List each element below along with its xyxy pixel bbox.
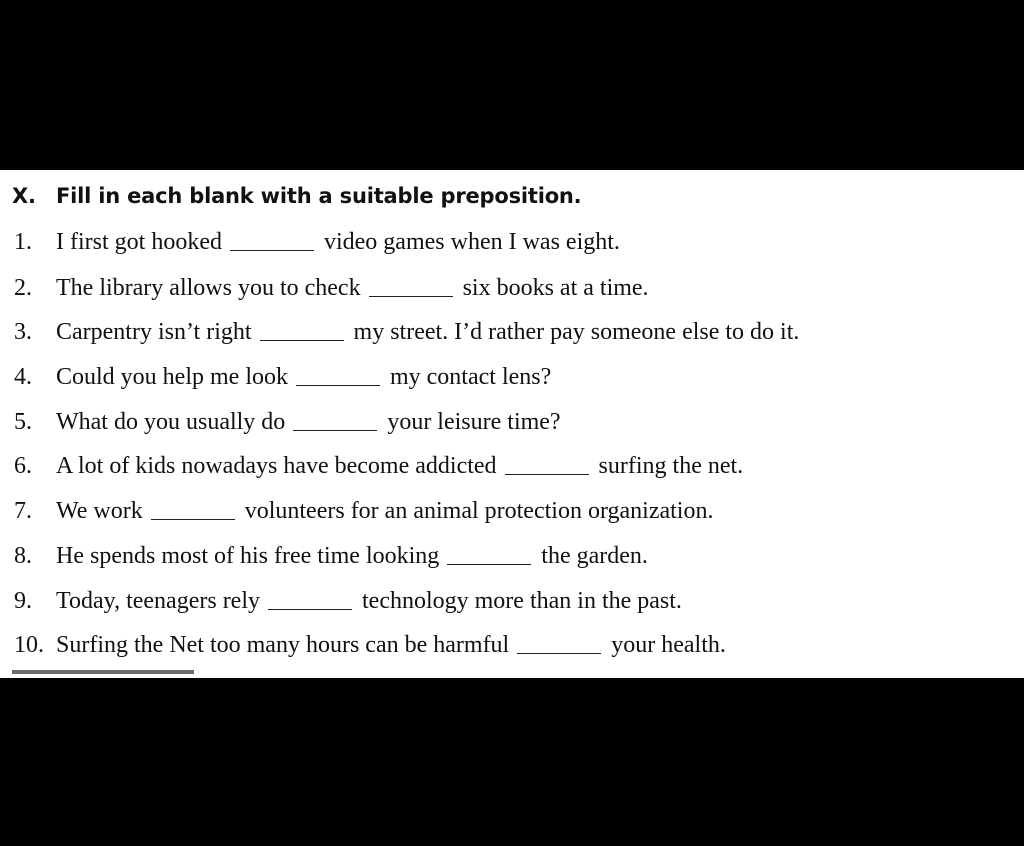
answer-blank <box>230 249 314 251</box>
answer-blank <box>268 608 352 610</box>
question-number: 4. <box>14 364 32 390</box>
question-text-before: I first got hooked <box>56 229 222 255</box>
question-text-after: your leisure time? <box>387 409 561 435</box>
question-text-before: What do you usually do <box>56 409 286 435</box>
question-text-after: volunteers for an animal protection organization. <box>244 498 714 524</box>
question-text-after: technology more than in the past. <box>362 588 682 614</box>
question-number: 1. <box>14 229 32 255</box>
answer-blank <box>447 563 531 565</box>
question-text-before: We work <box>56 498 143 524</box>
question-number: 7. <box>14 498 32 524</box>
question-7 <box>14 497 713 525</box>
question-text-before: Carpentry isn’t right <box>56 319 252 345</box>
exercise-label: X. <box>12 184 36 208</box>
question-text-before: He spends most of his free time looking <box>56 543 440 569</box>
question-number: 3. <box>14 319 32 345</box>
worksheet <box>0 170 1024 678</box>
question-text-after: the garden. <box>541 543 648 569</box>
question-text-before: Surfing the Net too many hours can be harmful <box>56 632 510 658</box>
question-text-before: The library allows you to check <box>56 275 361 301</box>
question-number: 2. <box>14 275 32 301</box>
exercise-instruction: Fill in each blank with a suitable preposition. <box>56 184 582 208</box>
question-text-after: surfing the net. <box>598 453 744 479</box>
answer-blank <box>296 384 380 386</box>
question-text-after: my contact lens? <box>389 364 552 390</box>
question-9 <box>14 587 682 615</box>
answer-blank <box>517 652 601 654</box>
question-number: 5. <box>14 409 32 435</box>
question-1 <box>14 228 620 256</box>
question-number: 9. <box>14 588 32 614</box>
question-text-after: your health. <box>611 632 726 658</box>
question-number: 8. <box>14 543 32 569</box>
question-8 <box>14 542 648 570</box>
question-2 <box>14 274 649 302</box>
answer-blank <box>293 429 377 431</box>
question-text-after: six books at a time. <box>462 275 649 301</box>
answer-blank <box>505 473 589 475</box>
question-text-before: Today, teenagers rely <box>56 588 260 614</box>
question-text-before: Could you help me look <box>56 364 288 390</box>
question-5 <box>14 408 561 436</box>
question-text-after: my street. I’d rather pay someone else to do it. <box>353 319 800 345</box>
question-10 <box>14 631 726 659</box>
answer-blank <box>151 518 235 520</box>
question-text-before: A lot of kids nowadays have become addicted <box>56 453 497 479</box>
answer-blank <box>369 295 453 297</box>
question-4 <box>14 363 551 391</box>
question-number: 10. <box>14 632 44 658</box>
question-text-after: video games when I was eight. <box>323 229 620 255</box>
answer-blank <box>260 339 344 341</box>
exercise-heading <box>12 184 581 208</box>
grey-underline-mark <box>12 670 194 674</box>
question-number: 6. <box>14 453 32 479</box>
question-6 <box>14 452 743 480</box>
question-3 <box>14 318 799 346</box>
